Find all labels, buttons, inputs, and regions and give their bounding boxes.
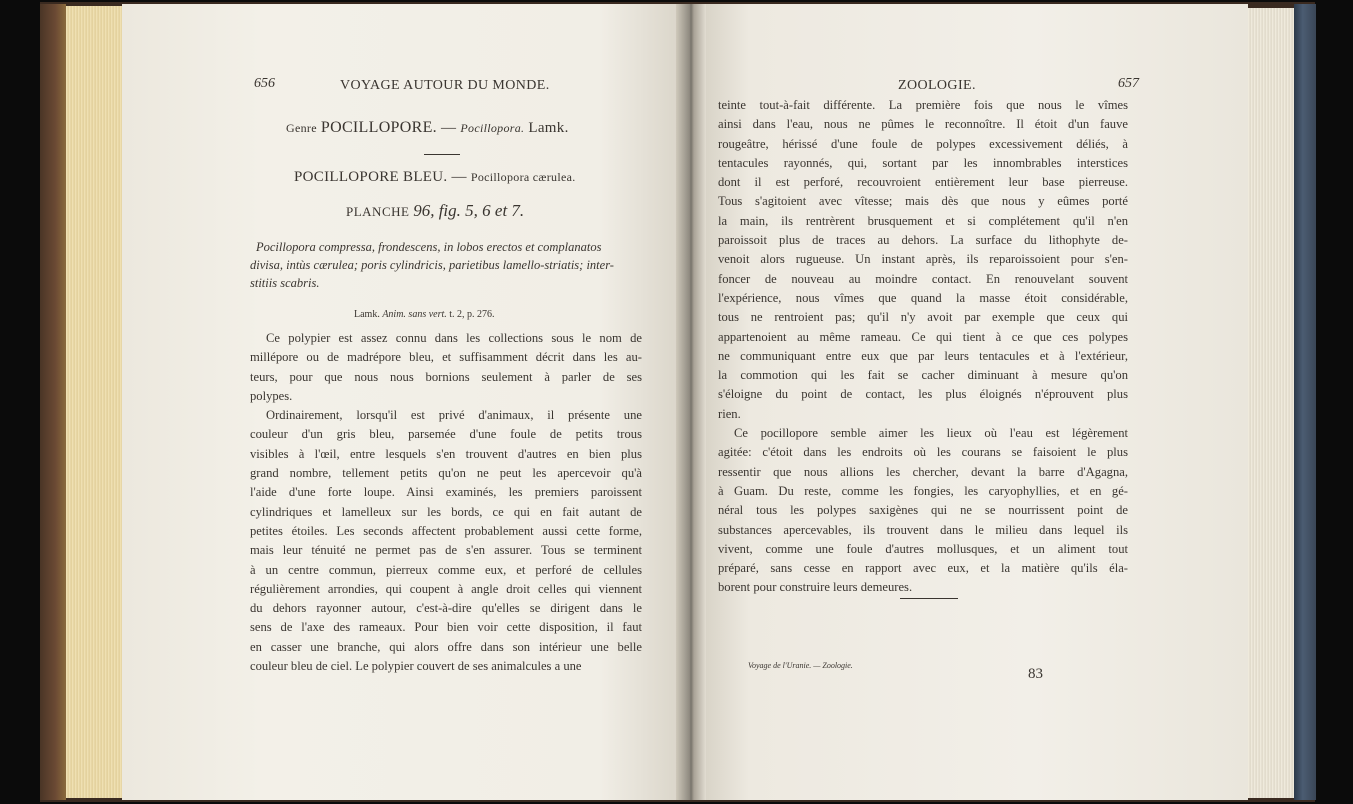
left-line-11: petites étoiles. Les seconds affectent probablement aussi cette forme, — [250, 523, 642, 538]
right-line-3: rougeâtre, hérissé d'une foule de polypes excessivement déliés, à — [718, 136, 1128, 151]
right-line-2: ainsi dans l'eau, nous ne pûmes le reconnoître. Il étoit d'un fauve — [718, 117, 1128, 132]
left-running-head: VOYAGE AUTOUR DU MONDE. — [340, 78, 550, 93]
right-line-5: dont il est perforé, recouvroient entièrement leur base pierreuse. — [718, 175, 1128, 190]
right-line-13: appartenoient au même rameau. Ce qui tient à ce que ces polypes — [718, 329, 1128, 344]
genre-latin: Pocillopora. — [460, 121, 525, 135]
left-line-9: l'aide d'une forte loupe. Ainsi examinés, les premiers paroissent — [250, 485, 642, 500]
right-running-head: ZOOLOGIE. — [898, 78, 976, 93]
left-line-14: régulièrement arrondies, qui coupent à angle droit celles qui viennent — [250, 581, 642, 596]
right-page-edges — [1248, 8, 1294, 798]
right-line-18: Ce pocillopore semble aimer les lieux où l'eau est légèrement — [734, 426, 1128, 441]
right-line-9: venoit alors rugueuse. Un instant après, ils reparoissoient pour s'en- — [718, 252, 1128, 267]
left-line-6: couleur d'un gris bleu, parsemée d'une foule de petits trous — [250, 427, 642, 442]
left-page-number: 656 — [254, 76, 275, 91]
left-cover — [40, 4, 66, 800]
right-line-26: borent pour construire leurs demeures. — [718, 580, 913, 595]
latin-line-1: Pocillopora compressa, frondescens, in lobos erectos et complanatos — [256, 240, 602, 254]
ref-details: t. 2, p. 276. — [449, 309, 495, 320]
right-page-number: 657 — [1118, 76, 1139, 91]
right-line-23: substances apercevables, ils trouvent dans le milieu dans lequel ils — [718, 522, 1128, 537]
left-page-edges — [66, 6, 122, 798]
right-line-7: la main, ils rentrèrent brusquement et si complétement qu'il n'en — [718, 213, 1128, 228]
right-line-12: tous ne rentroient pas; qu'il n'y avoit par exemple que ceux qui — [718, 310, 1128, 325]
ref-work: Anim. sans vert. — [382, 309, 447, 320]
genre-prefix: Genre — [286, 121, 317, 135]
left-line-17: en casser une branche, qui alors offre dans son intérieur une belle — [250, 639, 642, 654]
right-line-10: foncer de nouveau au moindre contact. En renouvelant souvent — [718, 271, 1128, 286]
left-line-4: polypes. — [250, 388, 293, 403]
plate-reference — [346, 201, 524, 221]
left-page — [122, 4, 684, 800]
bibliographic-reference — [354, 309, 495, 320]
right-line-14: ne communiquant entre eux que par leurs tentacules et à l'extérieur, — [718, 348, 1128, 363]
genre-dash: — — [441, 120, 457, 136]
right-cover — [1294, 4, 1316, 800]
right-body-text — [718, 96, 1128, 598]
species-name: POCILLOPORE BLEU. — [294, 169, 448, 185]
left-line-10: cylindriques et lamelleux sur les bords, ce qui en fait autant de — [250, 504, 642, 519]
left-line-8: grand nombre, tellement petits qu'on ne peut les apercevoir qu'à — [250, 466, 642, 481]
genre-author: Lamk. — [528, 120, 569, 136]
end-rule — [900, 598, 958, 599]
left-line-7: visibles à l'œil, entre lesquels s'en trouvent d'autres en bien plus — [250, 446, 642, 461]
page-footer: Voyage de l'Uranie. — Zoologie. — [748, 661, 853, 670]
right-line-17: rien. — [718, 406, 741, 421]
right-line-6: Tous s'agitoient avec vîtesse; mais dès que nous y eûmes porté — [718, 194, 1128, 209]
right-line-4: tentacules rayonnés, qui, sortant par les innombrables interstices — [718, 155, 1128, 170]
latin-line-3: stitiis scabris. — [250, 276, 320, 290]
left-line-2: millépore ou de madrépore bleu, et suffisamment décrit dans les au- — [250, 350, 642, 365]
book-gutter — [676, 4, 706, 800]
right-line-15: la commotion qui les fait se cacher diminuant à mesure qu'on — [718, 368, 1128, 383]
right-line-16: s'éloigne du point de contact, les plus éloignés n'éprouvent plus — [718, 387, 1128, 402]
right-line-21: à Guam. Du reste, comme les fongies, les caryophyllies, et en gé- — [718, 483, 1128, 498]
left-line-13: à un centre commun, pierreux comme eux, et perforé de cellules — [250, 562, 642, 577]
right-line-11: l'expérience, nous vîmes que quand la masse étoit considérable, — [718, 290, 1128, 305]
plate-number: 96 — [413, 201, 431, 220]
species-latin: Pocillopora cærulea. — [470, 170, 576, 184]
left-line-5: Ordinairement, lorsqu'il est privé d'animaux, il présente une — [266, 408, 642, 423]
left-line-16: sens de l'axe des rameaux. Pour bien voir cette disposition, il faut — [250, 620, 642, 635]
species-dash: — — [451, 169, 467, 185]
right-line-24: vivent, comme une foule d'autres mollusques, et un aliment tout — [718, 541, 1128, 556]
plate-label: PLANCHE — [346, 204, 410, 219]
species-heading — [294, 169, 576, 186]
left-line-3: teurs, pour que nous nous bornions seulement à parler de ses — [250, 369, 642, 384]
left-line-15: du dehors rayonner autour, c'est-à-dire qu'elles se dirigent dans le — [250, 601, 642, 616]
genre-name: POCILLOPORE. — [320, 119, 437, 136]
right-line-19: agitée: c'étoit dans les endroits où les courans se faisoient le plus — [718, 445, 1128, 460]
genre-heading — [286, 119, 569, 137]
right-page — [706, 4, 1248, 800]
plate-figs: , fig. 5, 6 et 7. — [430, 201, 525, 220]
right-line-25: préparé, sans cesse en rapport avec eux, et la matière qu'ils éla- — [718, 561, 1128, 576]
left-body-text — [250, 329, 642, 676]
left-line-1: Ce polypier est assez connu dans les collections sous le nom de — [266, 331, 642, 345]
right-line-8: paroissoit plus de traces au dehors. La surface du lithophyte de- — [718, 233, 1128, 248]
left-line-12: mais leur ténuité ne permet pas de s'en assurer. Tous se terminent — [250, 543, 642, 558]
signature-mark: 83 — [1028, 666, 1043, 682]
right-line-1: teinte tout-à-fait différente. La première fois que nous le vîmes — [718, 98, 1128, 112]
left-line-18: couleur bleu de ciel. Le polypier couvert de ses animalcules a une — [250, 659, 582, 674]
ref-author: Lamk. — [354, 309, 380, 320]
right-line-20: ressentir que nous allions les chercher, devant la barre d'Agagna, — [718, 464, 1128, 479]
right-line-22: néral tous les polypes saxigènes qui ne se nourrissent point de — [718, 503, 1128, 518]
heading-rule — [424, 154, 460, 155]
latin-line-2: divisa, intùs cærulea; poris cylindricis, parietibus lamello-striatis; inter- — [250, 258, 614, 272]
